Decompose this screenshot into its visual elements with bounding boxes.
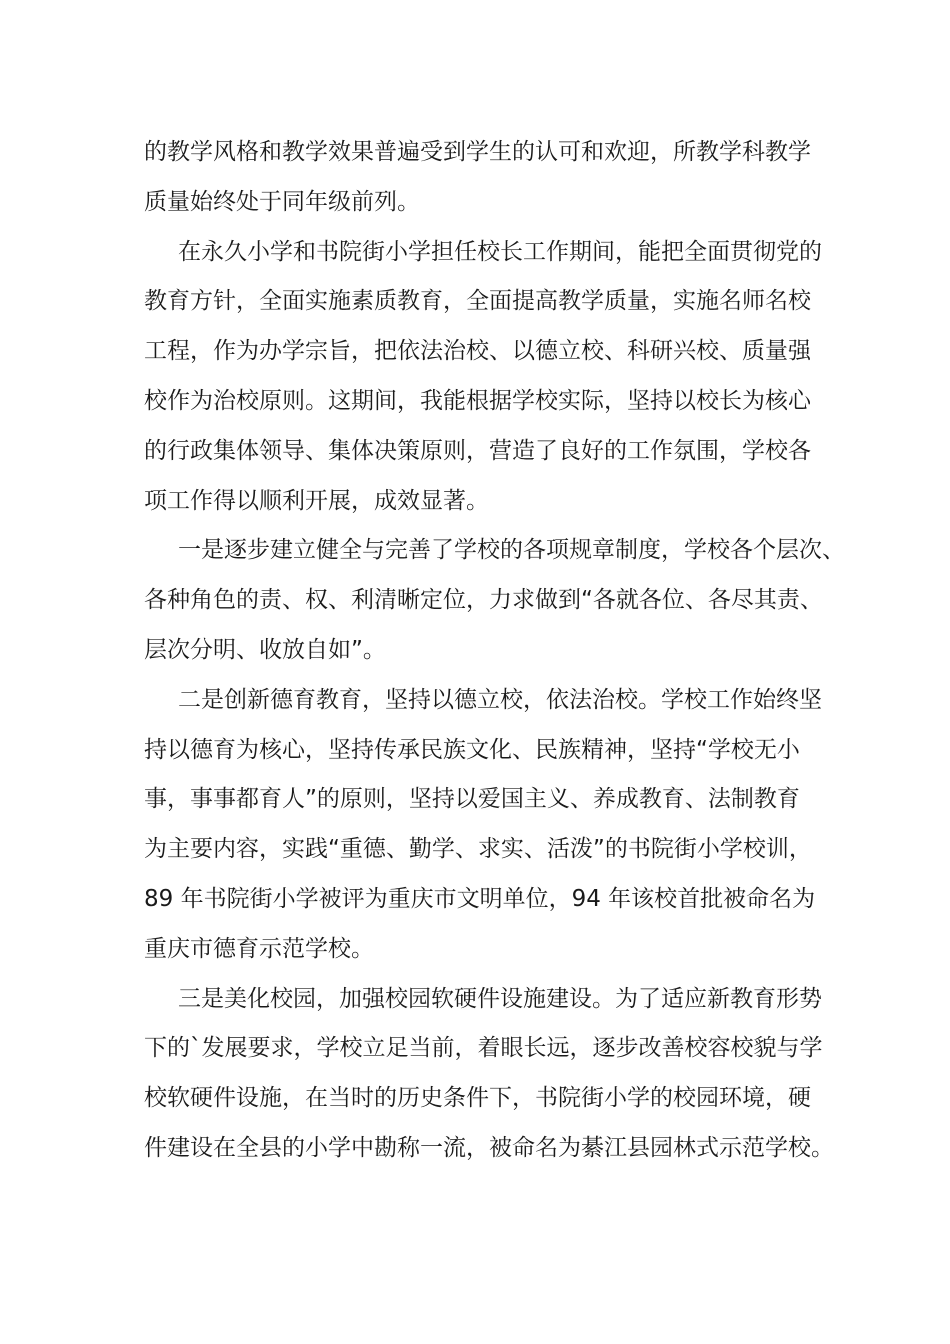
- text-line: 项工作得以顺利开展，成效显著。: [144, 487, 489, 514]
- paragraph-4: [144, 676, 822, 975]
- text-line: 一是逐步建立健全与完善了学校的各项规章制度，学校各个层次、: [178, 537, 845, 564]
- text-line: 重庆市德育示范学校。: [144, 935, 374, 962]
- text-line: 三是美化校园，加强校园软硬件设施建设。为了适应新教育形势: [178, 985, 822, 1012]
- text-line: 工程，作为办学宗旨，把依法治校、以德立校、科研兴校、质量强: [144, 338, 811, 365]
- text-line: 事，事事都育人”的原则，坚持以爱国主义、养成教育、法制教育: [144, 786, 800, 813]
- text-line: 下的`发展要求，学校立足当前，着眼长远，逐步改善校容校貌与学: [144, 1035, 823, 1062]
- text-line: 校作为治校原则。这期间，我能根据学校实际，坚持以校长为核心: [144, 387, 811, 414]
- text-line: 质量始终处于同年级前列。: [144, 188, 420, 215]
- paragraph-5: [144, 975, 834, 1174]
- text-line: 层次分明、收放自如”。: [144, 636, 386, 663]
- text-line: 在永久小学和书院街小学担任校长工作期间，能把全面贯彻党的: [178, 238, 822, 265]
- text-line: 件建设在全县的小学中勘称一流，被命名为綦江县园林式示范学校。: [144, 1134, 834, 1161]
- paragraph-3: [144, 526, 845, 675]
- text-line: 的教学风格和教学效果普遍受到学生的认可和欢迎，所教学科教学: [144, 139, 811, 165]
- text-line: 为主要内容，实践“重德、勤学、求实、活泼”的书院街小学校训，: [144, 836, 812, 863]
- document-body: [144, 128, 845, 1174]
- paragraph-1: [144, 128, 814, 228]
- text-line: 各种角色的责、权、利清晰定位，力求做到“各就各位、各尽其责、: [144, 587, 823, 614]
- text-line: 教育方针，全面实施素质教育，全面提高教学质量，实施名师名校: [144, 288, 811, 315]
- text-line: 二是创新德育教育，坚持以德立校，依法治校。学校工作始终坚: [178, 686, 822, 713]
- paragraph-2: [144, 228, 822, 527]
- text-line: 校软硬件设施，在当时的历史条件下，书院街小学的校园环境，硬: [144, 1085, 811, 1112]
- text-line: 持以德育为核心，坚持传承民族文化、民族精神，坚持“学校无小: [144, 736, 800, 763]
- text-line: 89 年书院街小学被评为重庆市文明单位，94 年该校首批被命名为: [144, 885, 816, 912]
- text-line: 的行政集体领导、集体决策原则，营造了良好的工作氛围，学校各: [144, 437, 811, 464]
